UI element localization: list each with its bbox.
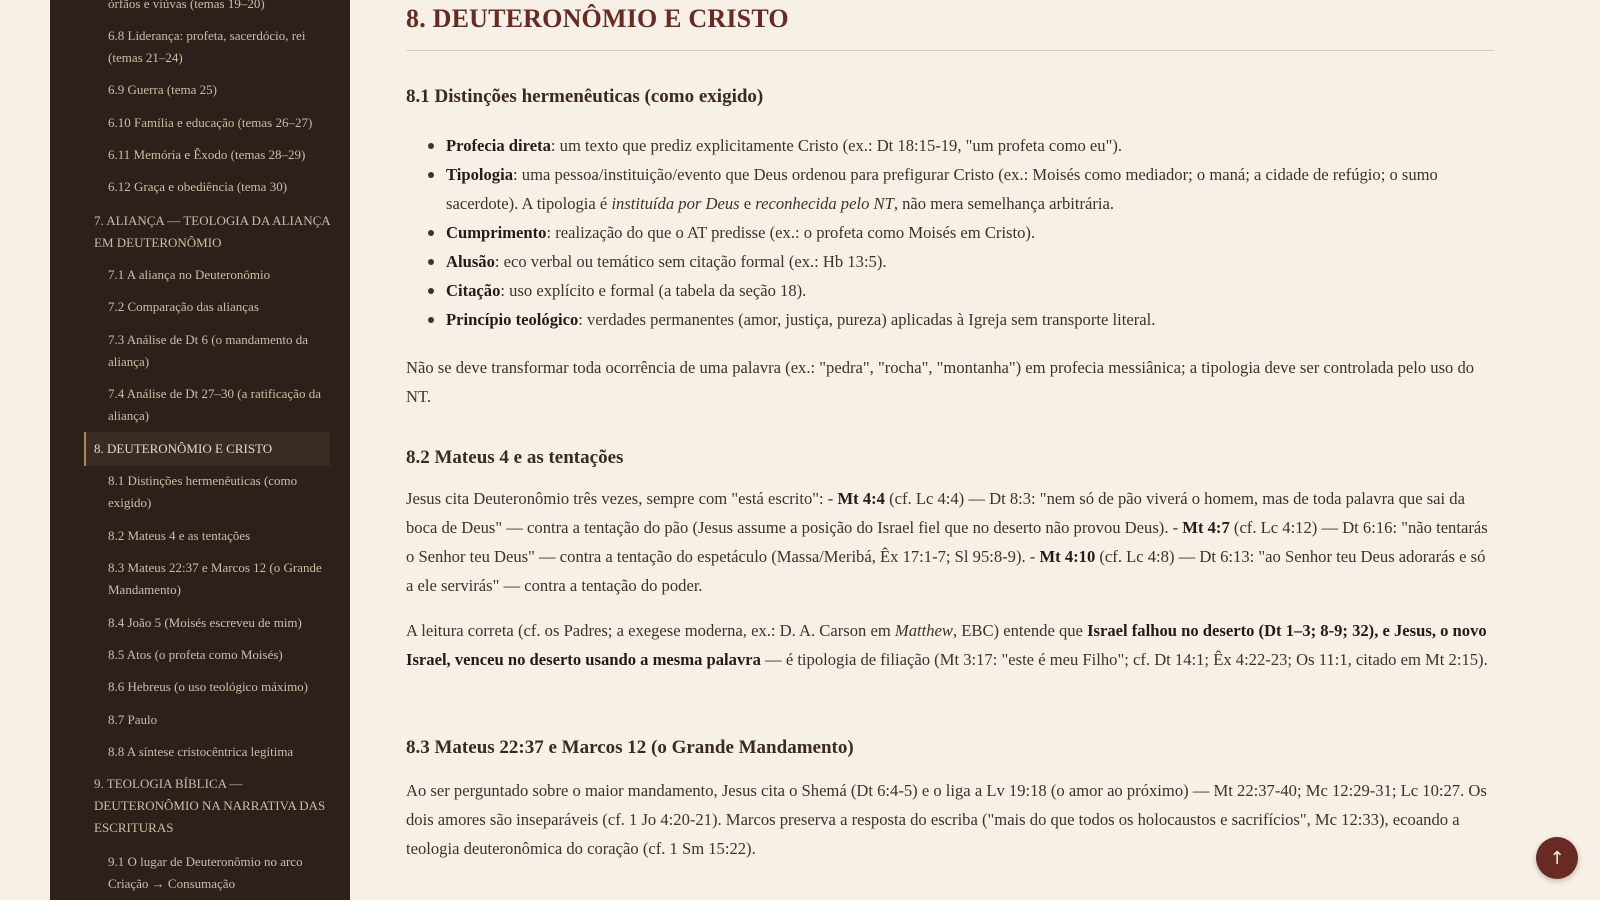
section-heading-8-2: 8.2 Mateus 4 e as tentações (406, 447, 624, 468)
toc-item-6-12[interactable]: 6.12 Graça e obediência (tema 30) (108, 179, 288, 194)
hermeneutics-note: Não se deve transformar toda ocorrência de uma palavra (ex.: "pedra", "rocha", "montanha") em profecia messiânica; a tipologia deve ser controlada pelo uso do NT. (406, 358, 1475, 406)
temptations-paragraph: Jesus cita Deuteronômio três vezes, sempre com "está escrito": - Mt 4:4 (cf. Lc 4:4) — Dt 8:3: "nem só de pão viverá o homem, mas de toda palavra que sai da boca de Deus" — contra a tentação do pão (Jesus assume a posição do Israel fiel que no deserto não provou Deus). - Mt 4:7 (cf. Lc 4:12) — Dt 6:16: "não tentarás o Senhor teu Deus" — contra a tentação do espetáculo (Massa/Meribá, Êx 17:1-7; Sl 95:8-9). - Mt 4:10 (cf. Lc 4:8) — Dt 6:13: "ao Senhor teu Deus adorarás e só a ele servirás" — contra a tentação do poder. (406, 489, 1488, 595)
great-commandment-paragraph: Ao ser perguntado sobre o maior mandamento, Jesus cita o Shemá (Dt 6:4-5) e o liga a Lv 19:18 (o amor ao próximo) — Mt 22:37-40; Mc 12:29-31; Lc 10:27. Os dois amores são inseparáveis (cf. 1 Jo 4:20-21). Marcos preserva a resposta do escriba ("mais do que todos os holocaustos e sacrifícios", Mc 12:33), ecoando a teologia deuteronômica do coração (cf. 1 Sm 15:22). (406, 781, 1487, 858)
toc-item-6-11[interactable]: 6.11 Memória e Êxodo (temas 28–29) (108, 147, 306, 162)
toc-item-8-7[interactable]: 8.7 Paulo (108, 712, 158, 727)
table-of-contents-sidebar (50, 0, 350, 900)
term: Profecia direta (446, 136, 551, 155)
reading-paragraph: A leitura correta (cf. os Padres; a exegese moderna, ex.: D. A. Carson em Matthew, EBC) entende que Israel falhou no deserto (Dt 1–3; 8-9; 32), e Jesus, o novo Israel, venceu no deserto usando a mesma palavra — é tipologia de filiação (Mt 3:17: "este é meu Filho"; cf. Dt 14:1; Êx 4:22-23; Os 11:1, citado em Mt 2:15). (406, 621, 1488, 669)
toc-item-6-7[interactable]: órfãos e viúvas (temas 19–20) (108, 0, 265, 11)
term: Alusão (446, 252, 495, 271)
term: Tipologia (446, 165, 514, 184)
list-item: Princípio teológico: verdades permanentes (amor, justiça, pureza) aplicadas à Igreja sem transporte literal. (446, 305, 1494, 334)
page-title: 8. DEUTERONÔMIO E CRISTO (406, 4, 789, 33)
term: Princípio teológico (446, 310, 579, 329)
toc-item-7-1[interactable]: 7.1 A aliança no Deuteronômio (108, 267, 271, 282)
term: Citação (446, 281, 501, 300)
toc-item-8-4[interactable]: 8.4 João 5 (Moisés escreveu de mim) (108, 615, 302, 630)
toc-item-7-2[interactable]: 7.2 Comparação das alianças (108, 299, 259, 314)
toc-item-8-2[interactable]: 8.2 Mateus 4 e as tentações (108, 528, 251, 543)
toc-item-8-8[interactable]: 8.8 A síntese cristocêntrica legítima (108, 744, 294, 759)
back-to-top-button[interactable]: ↑ (1536, 837, 1578, 879)
toc-item-8-1[interactable]: 8.1 Distinções hermenêuticas (como exigido) (108, 473, 298, 510)
list-item: Profecia direta: um texto que prediz explicitamente Cristo (ex.: Dt 18:15-19, "um profeta como eu"). (446, 131, 1494, 160)
definitions-list (406, 131, 1494, 334)
list-item: Citação: uso explícito e formal (a tabela da seção 18). (446, 276, 1494, 305)
section-heading-8-3: 8.3 Mateus 22:37 e Marcos 12 (o Grande Mandamento) (406, 737, 854, 758)
toc-item-8-active[interactable]: 8. DEUTERONÔMIO E CRISTO (84, 432, 330, 466)
toc-item-7-4[interactable]: 7.4 Análise de Dt 27–30 (a ratificação da aliança) (108, 386, 321, 423)
toc-item-9-1[interactable]: 9.1 O lugar de Deuteronômio no arco Criação → Consumação (108, 854, 303, 891)
toc-item-7[interactable]: 7. ALIANÇA — TEOLOGIA DA ALIANÇA EM DEUTERONÔMIO (94, 213, 330, 250)
list-item: Cumprimento: realização do que o AT predisse (ex.: o profeta como Moisés em Cristo). (446, 218, 1494, 247)
toc-item-6-8[interactable]: 6.8 Liderança: profeta, sacerdócio, rei (temas 21–24) (108, 28, 306, 65)
toc-item-8-6[interactable]: 8.6 Hebreus (o uso teológico máximo) (108, 679, 309, 694)
toc-item-8-5[interactable]: 8.5 Atos (o profeta como Moisés) (108, 647, 283, 662)
toc-item-6-10[interactable]: 6.10 Família e educação (temas 26–27) (108, 115, 313, 130)
term: Cumprimento (446, 223, 547, 242)
toc-item-6-9[interactable]: 6.9 Guerra (tema 25) (108, 82, 218, 97)
toc-item-8-3[interactable]: 8.3 Mateus 22:37 e Marcos 12 (o Grande Mandamento) (108, 560, 322, 597)
toc-item-9[interactable]: 9. TEOLOGIA BÍBLICA — DEUTERONÔMIO NA NARRATIVA DAS ESCRITURAS (94, 776, 326, 835)
section-heading-8-1: 8.1 Distinções hermenêuticas (como exigido) (406, 86, 764, 107)
title-divider (406, 50, 1494, 51)
toc-item-7-3[interactable]: 7.3 Análise de Dt 6 (o mandamento da aliança) (108, 332, 309, 369)
list-item: Alusão: eco verbal ou temático sem citação formal (ex.: Hb 13:5). (446, 247, 1494, 276)
list-item: Tipologia: uma pessoa/instituição/evento que Deus ordenou para prefigurar Cristo (ex.: Moisés como mediador; o maná; a cidade de refúgio; o sumo sacerdote). A tipologia é instituída por Deus e reconhecida pelo NT, não mera semelhança arbitrária. (446, 160, 1494, 218)
